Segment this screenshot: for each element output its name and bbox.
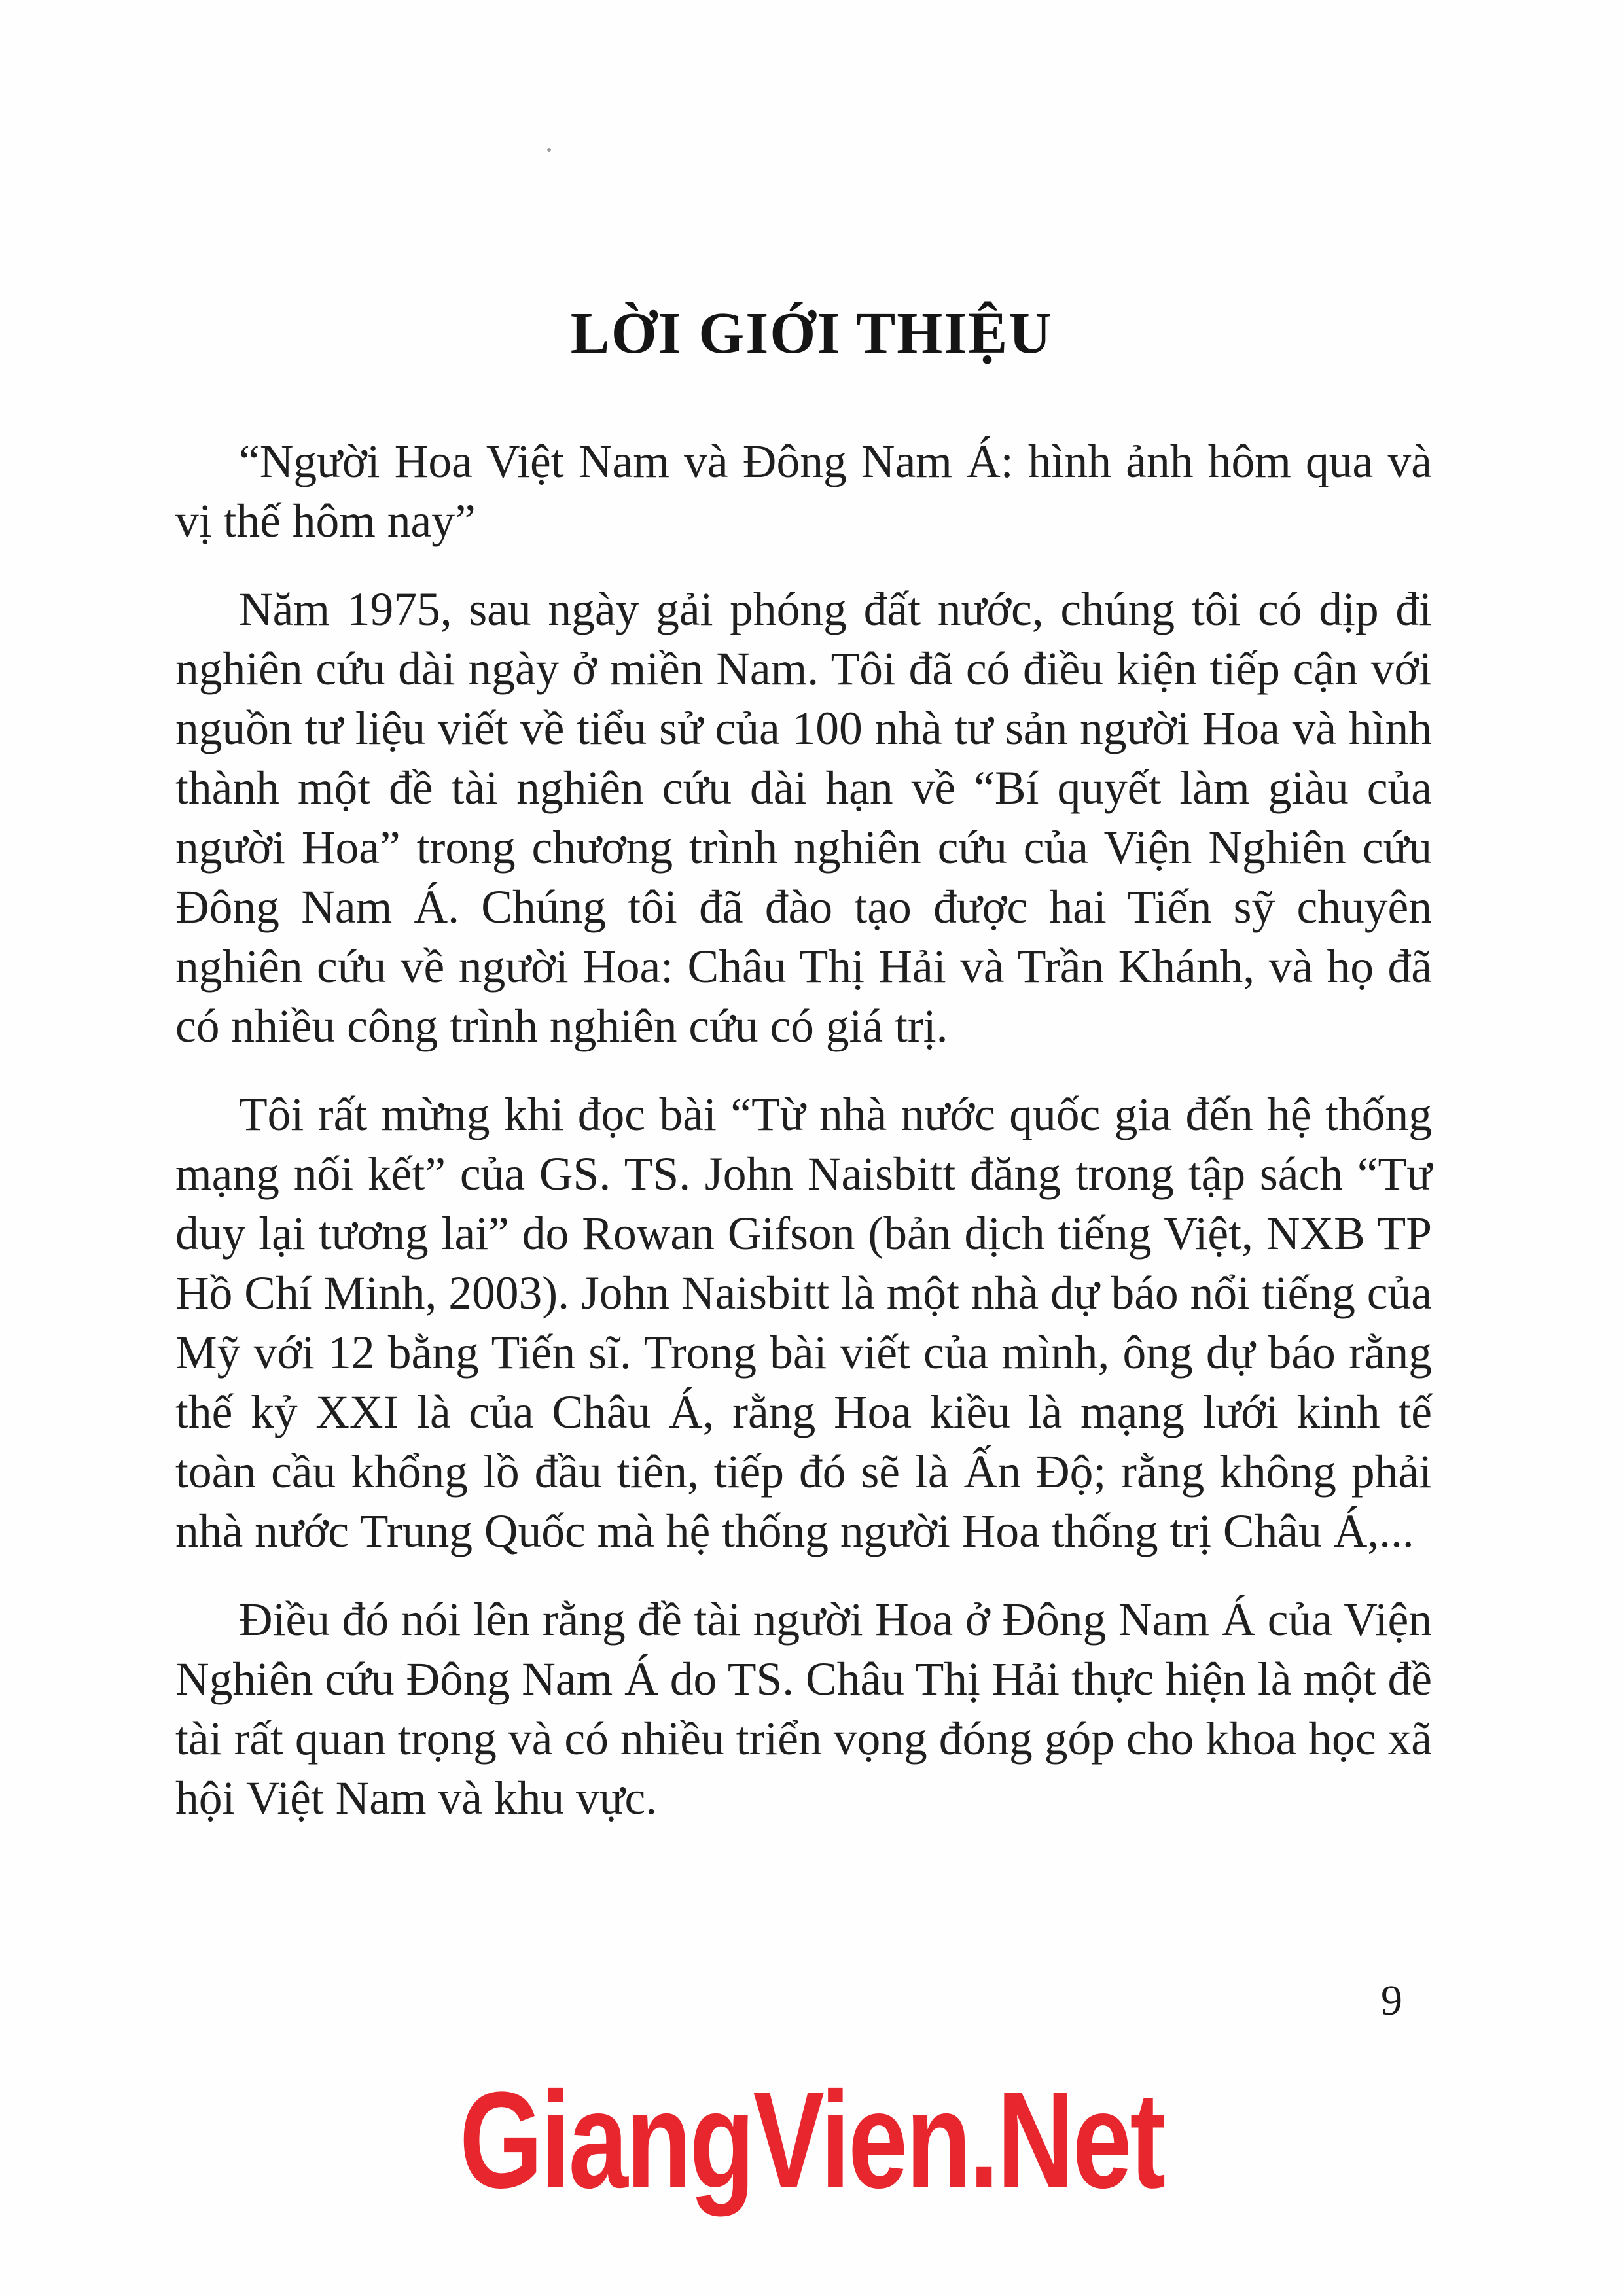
scan-speck — [547, 148, 551, 152]
paragraph-subtitle: “Người Hoa Việt Nam và Đông Nam Á: hình ảnh hôm qua và vị thế hôm nay” — [175, 436, 1432, 547]
page-title: LỜI GIỚI THIỆU — [570, 301, 1053, 366]
paragraph-3: Điều đó nói lên rằng đề tài người Hoa ở Đông Nam Á của Viện Nghiên cứu Đông Nam Á do TS. Châu Thị Hải thực hiện là một đề tài rất quan trọng và có nhiều triển vọng đóng góp cho khoa học xã hội Việt Nam và khu vực. — [175, 1594, 1432, 1824]
body-text — [175, 432, 1432, 1857]
watermark-logo: GiangVien.Net — [459, 2063, 1164, 2217]
paragraph-1: Năm 1975, sau ngày gải phóng đất nước, chúng tôi có dịp đi nghiên cứu dài ngày ở miền Nam. Tôi đã có điều kiện tiếp cận với nguồn tư liệu viết về tiểu sử của 100 nhà tư sản người Hoa và hình thành một đề tài nghiên cứu dài hạn về “Bí quyết làm giàu của người Hoa” trong chương trình nghiên cứu của Viện Nghiên cứu Đông Nam Á. Chúng tôi đã đào tạo được hai Tiến sỹ chuyên nghiên cứu về người Hoa: Châu Thị Hải và Trần Khánh, và họ đã có nhiều công trình nghiên cứu có giá trị. — [175, 584, 1432, 1052]
page-number: 9 — [1381, 1977, 1402, 2024]
paragraph-2: Tôi rất mừng khi đọc bài “Từ nhà nước quốc gia đến hệ thống mạng nối kết” của GS. TS. John Naisbitt đăng trong tập sách “Tư duy lại tương lai” do Rowan Gifson (bản dịch tiếng Việt, NXB TP Hồ Chí Minh, 2003). John Naisbitt là một nhà dự báo nổi tiếng của Mỹ với 12 bằng Tiến sĩ. Trong bài viết của mình, ông dự báo rằng thế kỷ XXI là của Châu Á, rằng Hoa kiều là mạng lưới kinh tế toàn cầu khổng lồ đầu tiên, tiếp đó sẽ là Ấn Độ; rằng không phải nhà nước Trung Quốc mà hệ thống người Hoa thống trị Châu Á,... — [175, 1089, 1432, 1557]
